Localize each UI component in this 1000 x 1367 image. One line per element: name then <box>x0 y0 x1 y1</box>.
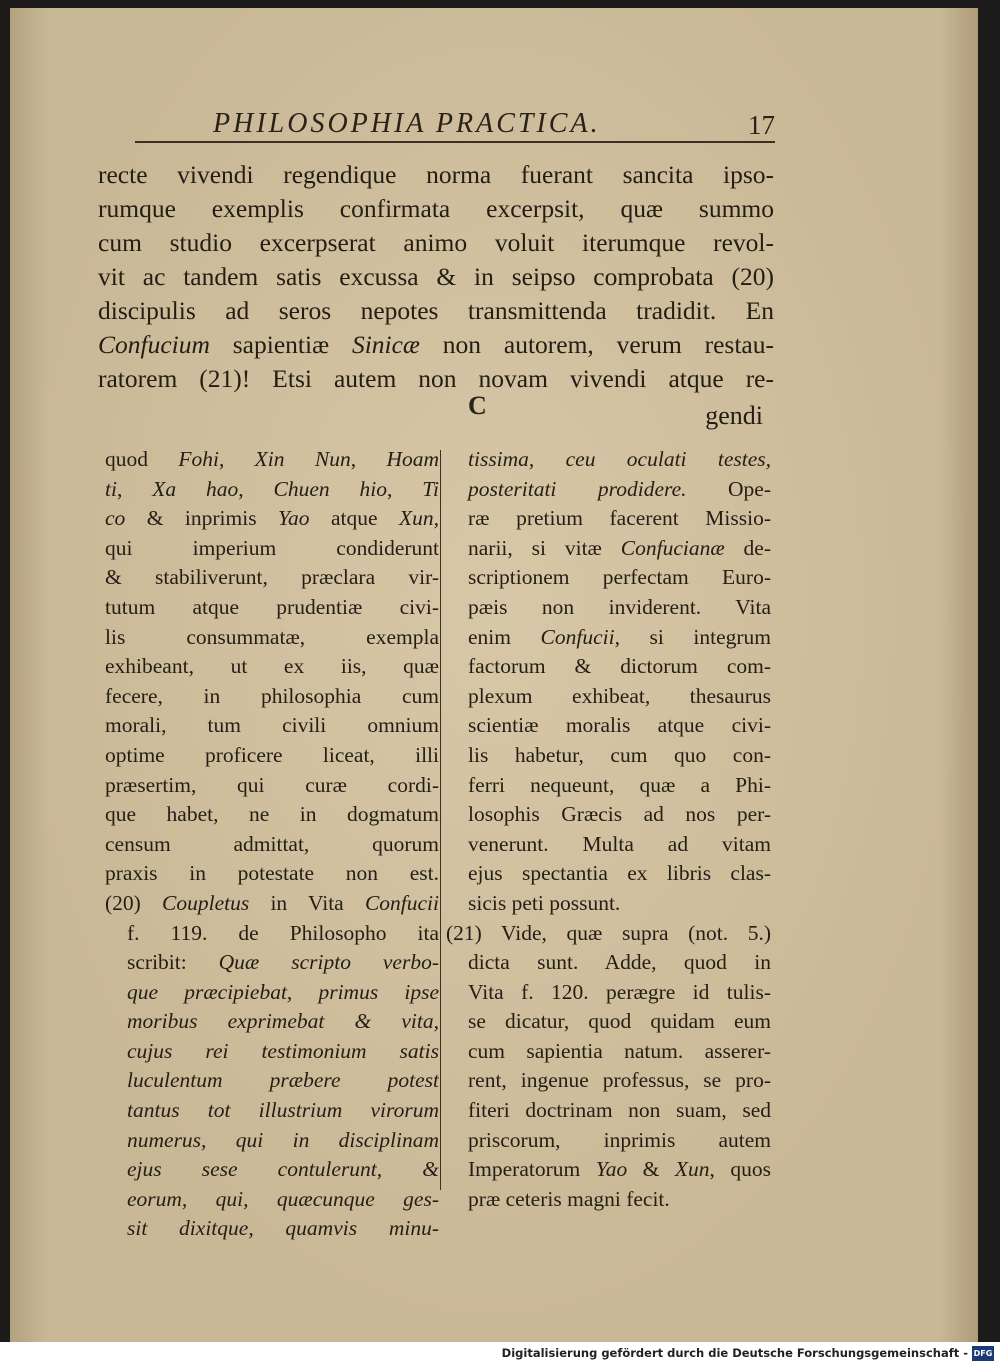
footnote-line: tissima, ceu oculati testes, <box>468 447 771 471</box>
column-rule <box>440 450 441 1190</box>
footnote-line: sit dixitque, quamvis minu- <box>127 1216 439 1241</box>
footnote-line: que præcipiebat, primus ipse <box>127 979 439 1004</box>
footnote-line: plexum exhibeat, thesaurus <box>468 683 771 708</box>
footnote-line: que habet, ne in dogmatum <box>105 802 439 827</box>
footnote-line: ferri nequeunt, quæ a Phi- <box>468 772 771 797</box>
footnote-line: exhibeant, ut ex iis, quæ <box>105 654 439 679</box>
page-header <box>205 108 785 152</box>
footnote-line: optime proficere liceat, illi <box>105 742 439 767</box>
footnote-line: fecere, in philosophia cum <box>105 683 439 708</box>
footnote-line: tutum atque prudentiæ civi- <box>105 594 439 619</box>
footnote-line: fiteri doctrinam non suam, sed <box>468 1098 771 1123</box>
footnote-line: factorum & dictorum com- <box>468 654 771 679</box>
footnote-column-left <box>105 445 439 1244</box>
footnote-line: sicis peti possunt. <box>468 890 621 915</box>
main-text-line: ratorem (21)! Etsi autem non novam vivendi atque re- <box>98 364 774 393</box>
footnote-line: ejus sese contulerunt, & <box>127 1157 439 1182</box>
footnote-line: ræ pretium facerent Missio- <box>468 506 771 531</box>
footnote-line: pæis non inviderent. Vita <box>468 594 771 619</box>
footnote-line: eorum, qui, quæcunque ges- <box>127 1186 439 1211</box>
running-title: PHILOSOPHIA PRACTICA. <box>213 108 601 139</box>
footnote-line: ejus spectantia ex libris clas- <box>468 861 771 886</box>
footnote-line: Vita f. 120. perægre id tulis- <box>468 979 771 1004</box>
footnote-line: morali, tum civili omnium <box>105 713 439 738</box>
footnote-line: narii, si vitæ Confucianæ de- <box>468 535 771 560</box>
footnote-line: luculentum præbere potest <box>127 1068 439 1093</box>
page-number: 17 <box>748 110 775 140</box>
footnote-line: præ ceteris magni fecit. <box>468 1186 670 1211</box>
footnote-line: quod Fohi, Xin Nun, Hoam <box>105 447 439 471</box>
footnote-line: præsertim, qui curæ cordi- <box>105 772 439 797</box>
footnote-line: (20) Coupletus in Vita Confucii <box>105 890 439 915</box>
footnote-line: scriptionem perfectam Euro- <box>468 565 771 590</box>
italic-name: Confucium <box>98 330 210 359</box>
text-run: sapientiæ <box>209 330 352 359</box>
footnote-line: & stabiliverunt, præclara vir- <box>105 565 439 590</box>
main-text-line: recte vivendi regendique norma fuerant sancita ipso- <box>98 160 774 189</box>
footnote-line: losophis Græcis ad nos per- <box>468 802 771 827</box>
footnote-line: moribus exprimebat & vita, <box>127 1009 439 1034</box>
footnote-line: cum sapientia natum. asserer- <box>468 1038 771 1063</box>
footnote-line: lis consummatæ, exempla <box>105 624 439 649</box>
footnote-line: scientiæ moralis atque civi- <box>468 713 771 738</box>
dfg-logo-icon: DFG <box>972 1346 994 1361</box>
footnote-line: (21) Vide, quæ supra (not. 5.) <box>446 920 771 945</box>
digitization-credit: Digitalisierung gefördert durch die Deutsche Forschungsgemeinschaft - <box>501 1346 968 1360</box>
header-rule <box>135 141 775 143</box>
signature-mark: C <box>468 391 487 420</box>
footnote-line: priscorum, inprimis autem <box>468 1127 771 1152</box>
footnote-line: cujus rei testimonium satis <box>127 1038 439 1063</box>
footnote-line: se dicatur, quod quidam eum <box>468 1009 771 1034</box>
main-text-line: vit ac tandem satis excussa & in seipso comprobata (20) <box>98 262 774 291</box>
footnote-line: lis habetur, cum quo con- <box>468 742 771 767</box>
text-run: non autorem, verum restau- <box>419 330 774 359</box>
footnote-line: f. 119. de Philosopho ita <box>127 920 439 945</box>
footnote-line: posteritati prodidere. Ope- <box>468 476 771 501</box>
footnote-line: Imperatorum Yao & Xun, quos <box>468 1157 771 1182</box>
footnote-column-right <box>446 445 771 1214</box>
footnote-line: tantus tot illustrium virorum <box>127 1098 439 1123</box>
catchword: gendi <box>705 401 763 430</box>
main-text-block <box>98 158 774 396</box>
footnote-line: venerunt. Multa ad vitam <box>468 831 771 856</box>
main-text-line: rumque exemplis confirmata excerpsit, quæ summo <box>98 194 774 223</box>
footnote-line: enim Confucii, si integrum <box>468 624 771 649</box>
footnote-line: co & inprimis Yao atque Xun, <box>105 506 439 531</box>
book-page <box>10 8 978 1342</box>
footnote-line: praxis in potestate non est. <box>105 861 439 886</box>
footnote-line: dicta sunt. Adde, quod in <box>468 950 771 975</box>
main-text-line: cum studio excerpserat animo voluit iterumque revol- <box>98 228 774 257</box>
footnote-line: rent, ingenue professus, se pro- <box>468 1068 771 1093</box>
main-text-line: discipulis ad seros nepotes transmittenda tradidit. En <box>98 296 774 325</box>
footnote-line: ti, Xa hao, Chuen hio, Ti <box>105 476 439 501</box>
footnote-line: numerus, qui in disciplinam <box>127 1127 439 1152</box>
footnote-line: qui imperium condiderunt <box>105 535 439 560</box>
main-text-line <box>98 328 774 362</box>
italic-name: Sinicæ <box>351 330 420 359</box>
footer-strip <box>0 1342 1000 1367</box>
footnote-line: censum admittat, quorum <box>105 831 439 856</box>
footnote-line: scribit: Quæ scripto verbo- <box>127 950 439 975</box>
